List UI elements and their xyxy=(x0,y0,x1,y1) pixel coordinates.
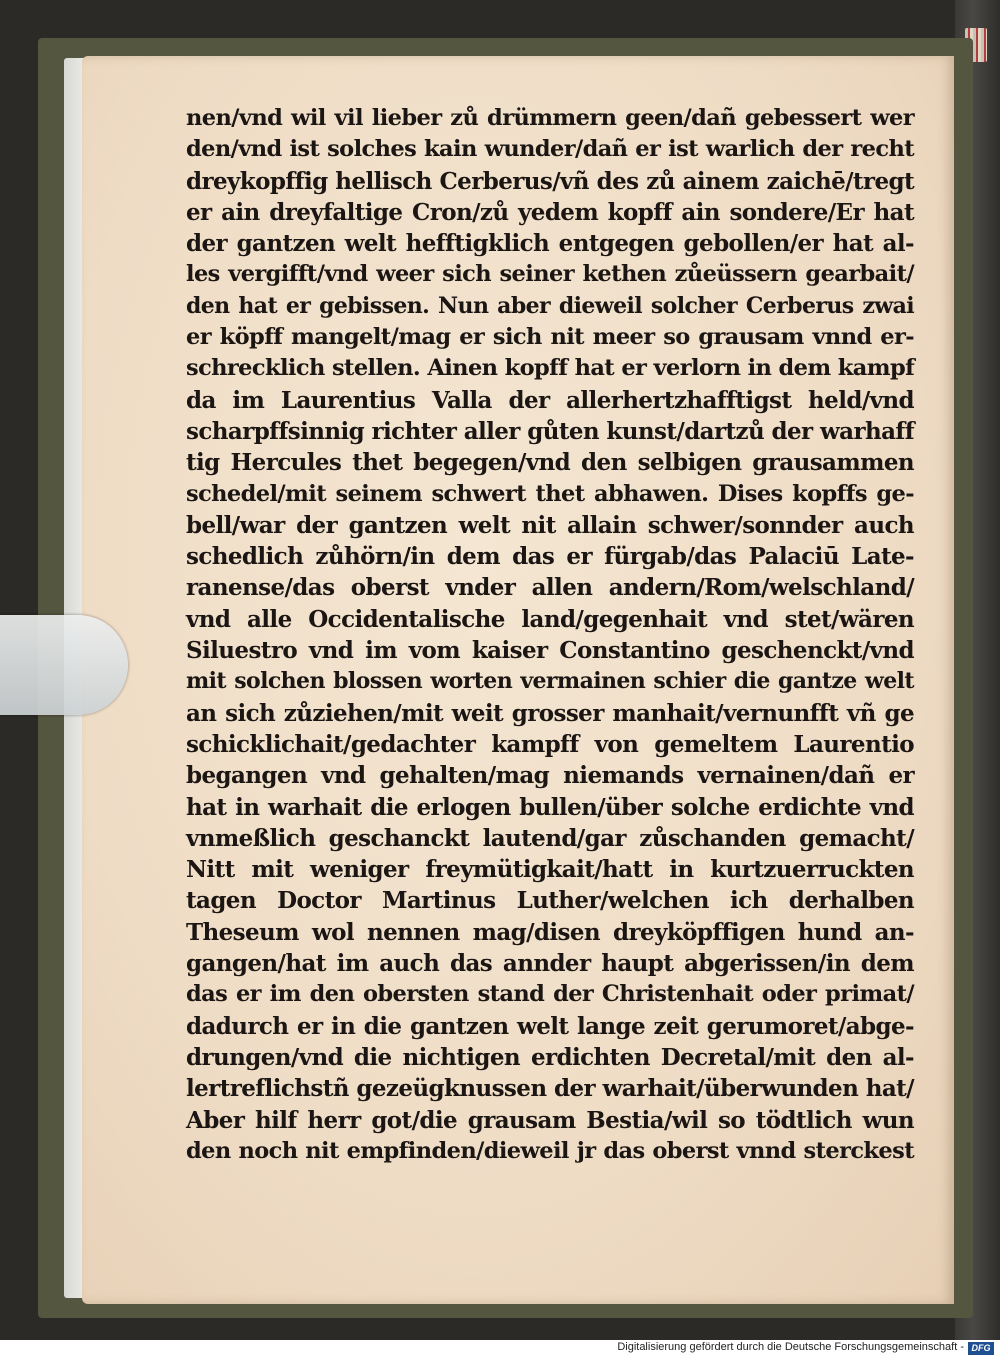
text-line: nen/vnd wil vil lieber zů drümmern geen/dañ gebessert wer xyxy=(186,105,914,131)
text-line: den noch nit empfinden/dieweil jr das oberst vnnd sterckest xyxy=(186,1137,914,1164)
text-line: den/vnd ist solches kain wunder/dañ er ist warlich der recht xyxy=(186,136,914,163)
text-line: tagen Doctor Martinus Luther/welchen ich derhalben xyxy=(186,887,914,915)
text-line: begangen vnd gehalten/mag niemands vernainen/dañ er xyxy=(186,762,914,790)
text-line: Nitt mit weniger freymütigkait/hatt in kurtzuerruckten xyxy=(186,856,914,884)
text-line: Aber hilf herr got/die grausam Bestia/wil so tödtlich wun xyxy=(186,1106,914,1134)
text-line: der gantzen welt hefftigklich entgegen gebollen/er hat al- xyxy=(186,230,914,258)
page-text xyxy=(186,103,914,1167)
text-line: schedel/mit seinem schwert thet abhawen. Dises kopffs ge- xyxy=(186,480,914,507)
text-line: dadurch er in die gantzen welt lange zeit gerumoret/abge- xyxy=(186,1012,914,1040)
text-line: da im Laurentius Valla der allerhertzhafftigst held/vnd xyxy=(186,386,914,414)
text-line: mit solchen blossen worten vermainen schier die gantze welt xyxy=(186,668,914,695)
text-line: scharpffsinnig richter aller gůten kunst/dartzů der warhaff xyxy=(186,417,914,445)
text-line: tig Hercules thet begegen/vnd den selbigen grausammen xyxy=(186,449,914,477)
text-line: schicklichait/gedachter kampff von gemeltem Laurentio xyxy=(186,730,914,758)
footer-credit: Digitalisierung gefördert durch die Deutsche Forschungsgemeinschaft - xyxy=(617,1341,964,1353)
text-line: dreykopffig hellisch Cerberus/vñ des zů ainem zaichē/tregt xyxy=(186,167,914,195)
text-line: ranense/das oberst vnder allen andern/Rom/welschland/ xyxy=(186,574,914,602)
text-line: Theseum wol nennen mag/disen dreyköpffigen hund an- xyxy=(186,918,914,946)
text-line: Siluestro vnd im vom kaiser Constantino geschenckt/vnd xyxy=(186,637,914,665)
text-line: er köpff mangelt/mag er sich nit meer so grausam vnnd er- xyxy=(186,324,914,351)
text-line: hat in warhait die erlogen bullen/über solche erdichte vnd xyxy=(186,793,914,821)
text-line: an sich zůziehen/mit weit grosser manhait/vernunfft vñ ge xyxy=(186,699,914,727)
text-line: er ain dreyfaltige Cron/zů yedem kopff ain sondere/Er hat xyxy=(186,198,914,226)
text-line: schrecklich stellen. Ainen kopff hat er verlorn in dem kampf xyxy=(186,355,915,382)
text-line: bell/war der gantzen welt nit allain schwer/sonnder auch xyxy=(186,511,914,539)
dfg-logo: DFG xyxy=(968,1342,994,1355)
text-line: das er im den obersten stand der Christenhait oder primat/ xyxy=(186,981,914,1008)
text-line: drungen/vnd die nichtigen erdichten Decretal/mit den al- xyxy=(186,1043,914,1071)
page-clip xyxy=(0,615,128,715)
text-line: schedlich zůhörn/in dem das er fürgab/das Palaciū Late- xyxy=(186,543,914,571)
text-line: gangen/hat im auch das annder haupt abgerissen/in dem xyxy=(186,950,914,978)
text-line: den hat er gebissen. Nun aber dieweil solcher Cerberus zwai xyxy=(186,292,914,319)
text-line: vnmeßlich geschanckt lautend/gar zůschanden gemacht/ xyxy=(186,824,914,852)
text-line: les vergifft/vnd weer sich seiner kethen zůeüssern gearbait/ xyxy=(186,261,914,288)
footer-bar xyxy=(0,1340,1000,1358)
text-line: lertreflichstñ gezeügknussen der warhait/überwunden hat/ xyxy=(186,1075,914,1103)
text-line: vnd alle Occidentalische land/gegenhait vnd stet/wären xyxy=(186,605,914,633)
